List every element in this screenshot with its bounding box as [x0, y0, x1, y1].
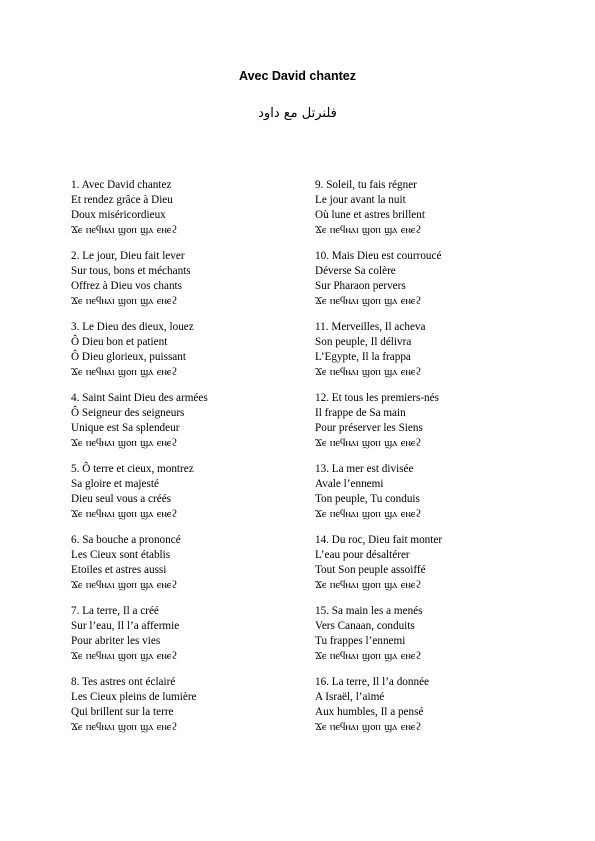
stanza-line: 6. Sa bouche a prononcé — [71, 534, 181, 546]
coptic-refrain: Ϫⲉ ⲡⲉϥⲛⲁⲓ ϣⲟⲡ ϣⲁ ⲉⲛⲉϩ — [71, 295, 178, 307]
stanza-line: 13. La mer est divisée — [315, 463, 414, 475]
stanza — [71, 249, 311, 320]
stanza-line: Aux humbles, Il a pensé — [315, 706, 424, 718]
left-column — [71, 178, 311, 746]
stanza — [71, 675, 311, 746]
right-column — [315, 178, 555, 746]
stanza-line: Doux miséricordieux — [71, 209, 166, 221]
stanza-line: Déverse Sa colère — [315, 265, 396, 277]
stanza — [71, 533, 311, 604]
stanza — [315, 462, 555, 533]
coptic-refrain: Ϫⲉ ⲡⲉϥⲛⲁⲓ ϣⲟⲡ ϣⲁ ⲉⲛⲉϩ — [315, 721, 422, 733]
coptic-refrain: Ϫⲉ ⲡⲉϥⲛⲁⲓ ϣⲟⲡ ϣⲁ ⲉⲛⲉϩ — [71, 579, 178, 591]
stanza-line: Les Cieux pleins de lumière — [71, 691, 197, 703]
stanza-line: Ô Seigneur des seigneurs — [71, 407, 185, 419]
stanza-line: 3. Le Dieu des dieux, louez — [71, 321, 194, 333]
stanza-line: 8. Tes astres ont éclairé — [71, 676, 176, 688]
stanza-line: 7. La terre, Il a créé — [71, 605, 159, 617]
stanza-line: 2. Le jour, Dieu fait lever — [71, 250, 185, 262]
stanza-line: Pour abriter les vies — [71, 635, 161, 647]
stanza — [315, 249, 555, 320]
stanza-line: Etoiles et astres aussi — [71, 564, 167, 576]
coptic-refrain: Ϫⲉ ⲡⲉϥⲛⲁⲓ ϣⲟⲡ ϣⲁ ⲉⲛⲉϩ — [315, 437, 422, 449]
coptic-refrain: Ϫⲉ ⲡⲉϥⲛⲁⲓ ϣⲟⲡ ϣⲁ ⲉⲛⲉϩ — [315, 579, 422, 591]
stanza-line: Il frappe de Sa main — [315, 407, 406, 419]
stanza-line: Sur l’eau, Il l’a affermie — [71, 620, 180, 632]
stanza-line: Avale l’ennemi — [315, 478, 384, 490]
coptic-refrain: Ϫⲉ ⲡⲉϥⲛⲁⲓ ϣⲟⲡ ϣⲁ ⲉⲛⲉϩ — [315, 650, 422, 662]
stanza-line: 9. Soleil, tu fais régner — [315, 179, 417, 191]
document-title: Avec David chantez — [239, 69, 356, 83]
stanza — [315, 178, 555, 249]
stanza — [71, 320, 311, 391]
stanza — [71, 462, 311, 533]
stanza-line: Sur tous, bons et méchants — [71, 265, 191, 277]
stanza-line: Le jour avant la nuit — [315, 194, 406, 206]
coptic-refrain: Ϫⲉ ⲡⲉϥⲛⲁⲓ ϣⲟⲡ ϣⲁ ⲉⲛⲉϩ — [71, 224, 178, 236]
stanza-line: 12. Et tous les premiers-nés — [315, 392, 439, 404]
stanza-line: 14. Du roc, Dieu fait monter — [315, 534, 443, 546]
stanza — [315, 675, 555, 746]
stanza-line: 1. Avec David chantez — [71, 179, 172, 191]
stanza-line: L’Egypte, Il la frappa — [315, 351, 411, 363]
stanza-line: Ton peuple, Tu conduis — [315, 493, 420, 505]
stanza-line: Tout Son peuple assoiffé — [315, 564, 426, 576]
stanza-line: Offrez à Dieu vos chants — [71, 280, 183, 292]
stanza-line: Sa gloire et majesté — [71, 478, 159, 490]
coptic-refrain: Ϫⲉ ⲡⲉϥⲛⲁⲓ ϣⲟⲡ ϣⲁ ⲉⲛⲉϩ — [71, 437, 178, 449]
stanza-line: 10. Mais Dieu est courroucé — [315, 250, 442, 262]
stanza — [71, 604, 311, 675]
stanza — [315, 604, 555, 675]
stanza — [71, 178, 311, 249]
stanza-line: Dieu seul vous a créés — [71, 493, 172, 505]
stanza-line: L’eau pour désaltérer — [315, 549, 410, 561]
stanza-line: Et rendez grâce à Dieu — [71, 194, 173, 206]
stanza-line: Qui brillent sur la terre — [71, 706, 174, 718]
stanza — [315, 533, 555, 604]
coptic-refrain: Ϫⲉ ⲡⲉϥⲛⲁⲓ ϣⲟⲡ ϣⲁ ⲉⲛⲉϩ — [315, 224, 422, 236]
coptic-refrain: Ϫⲉ ⲡⲉϥⲛⲁⲓ ϣⲟⲡ ϣⲁ ⲉⲛⲉϩ — [315, 508, 422, 520]
coptic-refrain: Ϫⲉ ⲡⲉϥⲛⲁⲓ ϣⲟⲡ ϣⲁ ⲉⲛⲉϩ — [315, 295, 422, 307]
stanza — [315, 320, 555, 391]
stanza-line: A Israël, l’aimé — [315, 691, 385, 703]
stanza-line: Vers Canaan, conduits — [315, 620, 415, 632]
stanza-line: Les Cieux sont établis — [71, 549, 171, 561]
stanza-line: Son peuple, Il délivra — [315, 336, 412, 348]
stanza-line: Ô Dieu bon et patient — [71, 336, 168, 348]
stanza-line: 4. Saint Saint Dieu des armées — [71, 392, 208, 404]
coptic-refrain: Ϫⲉ ⲡⲉϥⲛⲁⲓ ϣⲟⲡ ϣⲁ ⲉⲛⲉϩ — [71, 366, 178, 378]
stanza-line: 16. La terre, Il l’a donnée — [315, 676, 429, 688]
coptic-refrain: Ϫⲉ ⲡⲉϥⲛⲁⲓ ϣⲟⲡ ϣⲁ ⲉⲛⲉϩ — [315, 366, 422, 378]
coptic-refrain: Ϫⲉ ⲡⲉϥⲛⲁⲓ ϣⲟⲡ ϣⲁ ⲉⲛⲉϩ — [71, 721, 178, 733]
stanza-line: Ô Dieu glorieux, puissant — [71, 351, 186, 363]
stanza-line: Sur Pharaon pervers — [315, 280, 406, 292]
stanza-line: Où lune et astres brillent — [315, 209, 425, 221]
arabic-subtitle: فلنرتل مع داود — [258, 106, 337, 121]
stanza-line: 15. Sa main les a menés — [315, 605, 423, 617]
stanza — [315, 391, 555, 462]
stanza-line: Tu frappes l’ennemi — [315, 635, 406, 647]
stanza — [71, 391, 311, 462]
stanza-line: Unique est Sa splendeur — [71, 422, 180, 434]
stanza-line: 11. Merveilles, Il acheva — [315, 321, 426, 333]
stanza-line: Pour préserver les Siens — [315, 422, 423, 434]
stanza-line: 5. Ô terre et cieux, montrez — [71, 463, 194, 475]
coptic-refrain: Ϫⲉ ⲡⲉϥⲛⲁⲓ ϣⲟⲡ ϣⲁ ⲉⲛⲉϩ — [71, 508, 178, 520]
coptic-refrain: Ϫⲉ ⲡⲉϥⲛⲁⲓ ϣⲟⲡ ϣⲁ ⲉⲛⲉϩ — [71, 650, 178, 662]
